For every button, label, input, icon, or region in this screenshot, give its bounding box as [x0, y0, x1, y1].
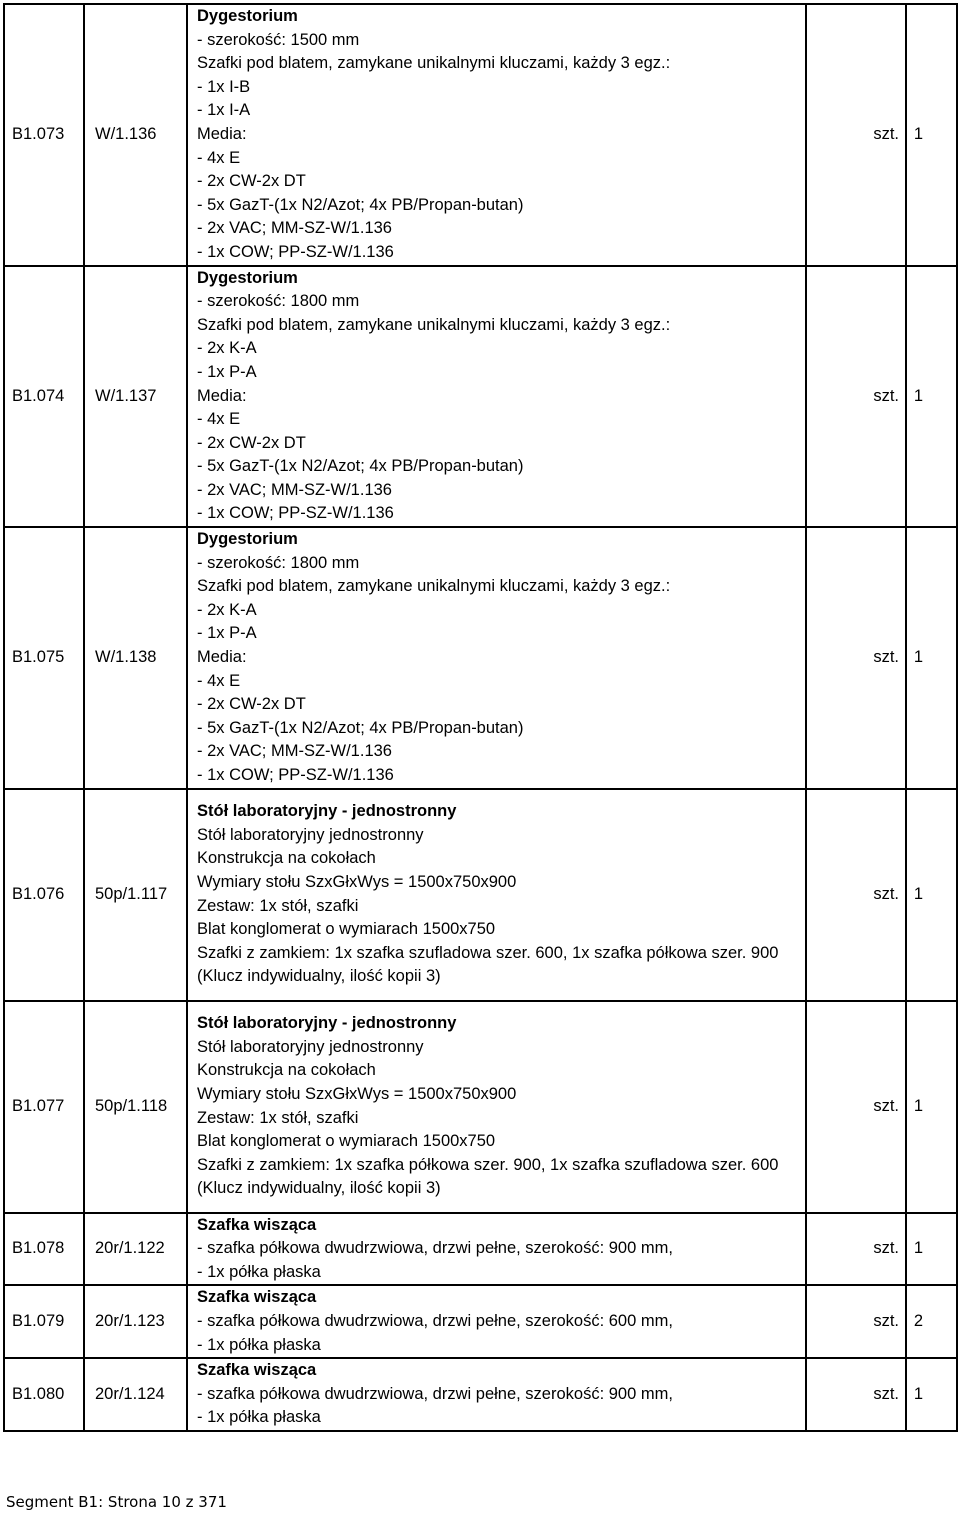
unit-cell: szt. [806, 1213, 906, 1286]
description-line: Szafki z zamkiem: 1x szafka szufladowa szer. 600, 1x szafka półkowa szer. 900 [197, 943, 779, 962]
description-line: - 2x K-A [197, 600, 257, 619]
item-reference-cell: 20r/1.124 [84, 1358, 187, 1431]
description-line: - 5x GazT-(1x N2/Azot; 4x PB/Propan-butan) [197, 457, 524, 476]
description-line: Szafki z zamkiem: 1x szafka półkowa szer. 900, 1x szafka szufladowa szer. 600 [197, 1155, 779, 1174]
description-line: (Klucz indywidualny, ilość kopii 3) [197, 1179, 441, 1198]
table-row [4, 1213, 957, 1286]
item-code-cell: B1.074 [4, 266, 84, 528]
item-reference-cell: W/1.138 [84, 527, 187, 789]
quantity-cell: 1 [906, 1001, 957, 1213]
item-description-cell [187, 1213, 806, 1286]
item-code-cell: B1.079 [4, 1285, 84, 1358]
description-line: Media: [197, 386, 247, 405]
description-line: - 1x COW; PP-SZ-W/1.136 [197, 766, 394, 784]
description-line: Stół laboratoryjny jednostronny [197, 825, 424, 844]
item-title: Stół laboratoryjny - jednostronny [197, 1014, 457, 1033]
unit-cell: szt. [806, 1358, 906, 1431]
table-row [4, 1358, 957, 1431]
description-line: Blat konglomerat o wymiarach 1500x750 [197, 1132, 496, 1151]
description-line: Media: [197, 648, 247, 667]
item-reference-cell: 50p/1.117 [84, 789, 187, 1001]
quantity-cell: 1 [906, 4, 957, 266]
unit-cell: szt. [806, 1001, 906, 1213]
description-line: - 1x półka płaska [197, 1408, 321, 1427]
description-line: Szafki pod blatem, zamykane unikalnymi kluczami, każdy 3 egz.: [197, 315, 671, 334]
quantity-cell: 1 [906, 789, 957, 1001]
description-line: - 5x GazT-(1x N2/Azot; 4x PB/Propan-butan) [197, 718, 524, 737]
item-title: Dygestorium [197, 530, 298, 549]
item-code-cell: B1.078 [4, 1213, 84, 1286]
item-description-cell [187, 1285, 806, 1358]
description-line: - 2x K-A [197, 339, 257, 358]
description-line: - 2x CW-2x DT [197, 695, 306, 714]
description-line: Szafki pod blatem, zamykane unikalnymi kluczami, każdy 3 egz.: [197, 577, 671, 596]
item-description-cell [187, 1358, 806, 1431]
item-description-cell [187, 1001, 806, 1213]
item-reference-cell: W/1.136 [84, 4, 187, 266]
quantity-cell: 1 [906, 1213, 957, 1286]
quantity-cell: 1 [906, 527, 957, 789]
specification-table [3, 3, 958, 1432]
quantity-cell: 1 [906, 266, 957, 528]
description-line: - 2x VAC; MM-SZ-W/1.136 [197, 742, 392, 761]
quantity-cell: 2 [906, 1285, 957, 1358]
description-line: Wymiary stołu SzxGłxWys = 1500x750x900 [197, 1085, 517, 1103]
description-line: - 2x CW-2x DT [197, 433, 306, 452]
description-line: Konstrukcja na cokołach [197, 1061, 376, 1080]
description-line: - szafka półkowa dwudrzwiowa, drzwi pełne, szerokość: 900 mm, [197, 1239, 673, 1258]
item-title: Stół laboratoryjny - jednostronny [197, 802, 457, 821]
description-line: - 1x P-A [197, 362, 257, 381]
description-line: Wymiary stołu SzxGłxWys = 1500x750x900 [197, 873, 517, 891]
description-line: (Klucz indywidualny, ilość kopii 3) [197, 967, 441, 986]
specification-table-body [4, 4, 957, 1431]
unit-cell: szt. [806, 266, 906, 528]
description-line: - 4x E [197, 671, 241, 690]
description-line: Zestaw: 1x stół, szafki [197, 896, 359, 915]
description-line: - 1x półka płaska [197, 1262, 321, 1281]
table-row [4, 4, 957, 266]
description-line: - 4x E [197, 410, 241, 429]
table-row [4, 527, 957, 789]
description-line: - 1x COW; PP-SZ-W/1.136 [197, 242, 394, 261]
table-row [4, 789, 957, 1001]
item-title: Dygestorium [197, 7, 298, 25]
table-row [4, 1001, 957, 1213]
description-line: - szafka półkowa dwudrzwiowa, drzwi pełne, szerokość: 600 mm, [197, 1311, 673, 1330]
description-line: Szafki pod blatem, zamykane unikalnymi kluczami, każdy 3 egz.: [197, 54, 671, 73]
description-line: - 1x I-B [197, 77, 251, 96]
table-row [4, 266, 957, 528]
item-code-cell: B1.075 [4, 527, 84, 789]
item-reference-cell: 20r/1.122 [84, 1213, 187, 1286]
item-reference-cell: 50p/1.118 [84, 1001, 187, 1213]
unit-cell: szt. [806, 1285, 906, 1358]
item-code-cell: B1.080 [4, 1358, 84, 1431]
description-line: - 2x VAC; MM-SZ-W/1.136 [197, 480, 392, 499]
description-line: - 2x VAC; MM-SZ-W/1.136 [197, 219, 392, 238]
description-line: - szerokość: 1500 mm [197, 30, 360, 49]
item-description-cell [187, 4, 806, 266]
description-line: Zestaw: 1x stół, szafki [197, 1108, 359, 1127]
item-code-cell: B1.076 [4, 789, 84, 1001]
item-reference-cell: W/1.137 [84, 266, 187, 528]
item-description-cell [187, 527, 806, 789]
description-line: - 1x półka płaska [197, 1335, 321, 1354]
item-code-cell: B1.073 [4, 4, 84, 266]
item-reference-cell: 20r/1.123 [84, 1285, 187, 1358]
description-line: Stół laboratoryjny jednostronny [197, 1037, 424, 1056]
item-code-cell: B1.077 [4, 1001, 84, 1213]
item-title: Szafka wisząca [197, 1288, 317, 1307]
description-line: - 2x CW-2x DT [197, 172, 306, 191]
description-line: - szerokość: 1800 mm [197, 292, 360, 311]
description-line: - 1x COW; PP-SZ-W/1.136 [197, 504, 394, 523]
table-row [4, 1285, 957, 1358]
item-description-cell [187, 266, 806, 528]
page-footer: Segment B1: Strona 10 z 371 [6, 1493, 227, 1511]
description-line: Media: [197, 124, 247, 143]
unit-cell: szt. [806, 789, 906, 1001]
description-line: - szafka półkowa dwudrzwiowa, drzwi pełne, szerokość: 900 mm, [197, 1384, 673, 1403]
unit-cell: szt. [806, 4, 906, 266]
item-description-cell [187, 789, 806, 1001]
item-title: Szafka wisząca [197, 1215, 317, 1234]
description-line: - 4x E [197, 148, 241, 167]
item-title: Dygestorium [197, 268, 298, 287]
description-line: Blat konglomerat o wymiarach 1500x750 [197, 920, 496, 939]
quantity-cell: 1 [906, 1358, 957, 1431]
item-title: Szafka wisząca [197, 1361, 317, 1380]
description-line: Konstrukcja na cokołach [197, 849, 376, 868]
description-line: - 5x GazT-(1x N2/Azot; 4x PB/Propan-butan) [197, 195, 524, 214]
description-line: - szerokość: 1800 mm [197, 553, 360, 572]
description-line: - 1x P-A [197, 624, 257, 643]
unit-cell: szt. [806, 527, 906, 789]
description-line: - 1x I-A [197, 101, 251, 120]
